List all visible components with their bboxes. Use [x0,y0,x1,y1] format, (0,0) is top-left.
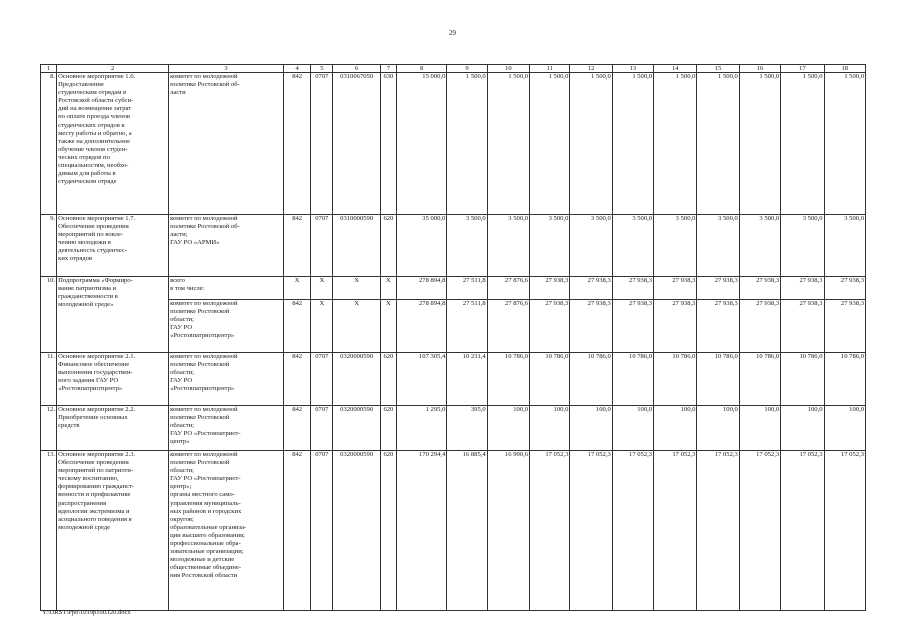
year-amount: 3 500,0 [781,215,824,277]
year-amount: 10 786,0 [697,353,739,406]
page-number: 29 [449,29,456,37]
year-amount: 17 052,3 [570,451,612,611]
year-amount: 17 052,3 [530,451,570,611]
vr-code: 620 [380,406,396,451]
year-amount: 395,0 [447,406,487,451]
year-amount: 17 052,3 [697,451,739,611]
year-amount: 27 938,3 [570,300,612,353]
total-amount: 35 000,0 [396,215,446,277]
year-amount: 27 876,6 [487,300,529,353]
executor: комитет по молодежной политике Ростовской области; ГАУ РО «Ростовпатриот- центр»; органы местного само- управления муниципаль- ных районов и городских округов; образовательные организа- ции высшего образования; профессиональные обра- зовательные организации; молодежные и детские общественные объедине- ния Ростовской области [169,451,284,611]
year-amount: 3 500,0 [739,215,780,277]
csr-code: 0310000590 [333,215,380,277]
year-amount: 3 500,0 [612,215,653,277]
year-amount: 3 500,0 [447,215,487,277]
column-number: 3 [169,65,284,73]
row-number: 13. [41,451,57,611]
vr-code: 630 [380,73,396,215]
row-number: 11. [41,353,57,406]
column-number: 11 [530,65,570,73]
grbs-code: 842 [284,215,311,277]
year-amount: 27 938,3 [824,277,865,300]
column-number: 18 [824,65,865,73]
column-number: 13 [612,65,653,73]
year-amount: 27 938,3 [530,277,570,300]
table-row [41,406,866,451]
year-amount: 1 500,0 [824,73,865,215]
year-amount: 3 500,0 [697,215,739,277]
year-amount: 27 938,3 [697,277,739,300]
csr-code: X [333,300,380,353]
year-amount: 1 500,0 [487,73,529,215]
year-amount: 10 786,0 [570,353,612,406]
year-amount: 100,0 [487,406,529,451]
grbs-code: 842 [284,406,311,451]
executor: комитет по молодежной политике Ростовской области; ГАУ РО «Ростовпатриотцентр» [169,353,284,406]
csr-code: 0310067050 [333,73,380,215]
activity-name: Основное мероприятие 2.1. Финансовое обеспечение выполнения государствен- ного задания ГАУ РО «Ростовпатриотцентр» [57,353,169,406]
executor: комитет по молодежной политике Ростовской области; ГАУ РО «Ростовпатриотцентр» [169,300,284,353]
executor: всего в том числе: [169,277,284,300]
year-amount: 17 052,3 [781,451,824,611]
year-amount: 3 500,0 [654,215,697,277]
year-amount: 27 938,3 [654,277,697,300]
column-number: 1 [41,65,57,73]
year-amount: 27 938,3 [824,300,865,353]
year-amount: 27 938,3 [570,277,612,300]
row-number: 8. [41,73,57,215]
year-amount: 27 938,3 [654,300,697,353]
rzpr-code: X [311,277,333,300]
year-amount: 27 938,3 [612,277,653,300]
column-number: 9 [447,65,487,73]
year-amount: 17 052,3 [654,451,697,611]
row-number: 10. [41,277,57,353]
column-number: 14 [654,65,697,73]
rzpr-code: 0707 [311,73,333,215]
year-amount: 27 938,3 [781,300,824,353]
grbs-code: 842 [284,73,311,215]
csr-code: 0320000590 [333,451,380,611]
year-amount: 1 500,0 [612,73,653,215]
executor: комитет по молодежной политике Ростовской об- ласти; ГАУ РО «АРМИ» [169,215,284,277]
year-amount: 16 990,6 [487,451,529,611]
grbs-code: 842 [284,451,311,611]
year-amount: 100,0 [530,406,570,451]
year-amount: 17 052,3 [612,451,653,611]
rzpr-code: 0707 [311,451,333,611]
executor: комитет по молодежной политике Ростовской области; ГАУ РО «Ростовпатриот- центр» [169,406,284,451]
year-amount: 100,0 [739,406,780,451]
grbs-code: X [284,277,311,300]
year-amount: 10 786,0 [530,353,570,406]
year-amount: 1 500,0 [739,73,780,215]
year-amount: 1 500,0 [530,73,570,215]
year-amount: 100,0 [654,406,697,451]
column-number: 6 [333,65,380,73]
year-amount: 1 500,0 [570,73,612,215]
table-row [41,215,866,277]
row-number: 12. [41,406,57,451]
year-amount: 1 500,0 [447,73,487,215]
rzpr-code: 0707 [311,406,333,451]
year-amount: 10 231,4 [447,353,487,406]
column-number: 15 [697,65,739,73]
year-amount: 27 876,6 [487,277,529,300]
year-amount: 3 500,0 [570,215,612,277]
csr-code: 0320000590 [333,353,380,406]
table-row [41,451,866,611]
column-number: 12 [570,65,612,73]
year-amount: 27 938,3 [781,277,824,300]
vr-code: X [380,277,396,300]
table-row [41,73,866,215]
row-number: 9. [41,215,57,277]
rzpr-code: X [311,300,333,353]
year-amount: 27 938,3 [530,300,570,353]
year-amount: 1 500,0 [781,73,824,215]
total-amount: 278 894,8 [396,277,446,300]
table-row [41,353,866,406]
column-number: 8 [396,65,446,73]
vr-code: 620 [380,215,396,277]
vr-code: X [380,300,396,353]
year-amount: 100,0 [570,406,612,451]
year-amount: 10 786,0 [612,353,653,406]
rzpr-code: 0707 [311,353,333,406]
year-amount: 17 052,3 [739,451,780,611]
column-number: 2 [57,65,169,73]
year-amount: 10 786,0 [739,353,780,406]
year-amount: 10 786,0 [487,353,529,406]
total-amount: 15 000,0 [396,73,446,215]
year-amount: 10 786,0 [824,353,865,406]
vr-code: 620 [380,353,396,406]
activity-name: Основное мероприятие 1.6. Предоставление студенческим отрядам в Ростовской области субси- дий на возмещение затрат по оплате проезда членов студенческих отрядов к месту работы и обратно, а также на дополнительное обучение членов студен- ческих отрядов по специальностям, необхо- димым для работы в студенческом отряде [57,73,169,215]
column-number: 5 [311,65,333,73]
total-amount: 278 894,8 [396,300,446,353]
column-number: 7 [380,65,396,73]
year-amount: 17 052,3 [824,451,865,611]
year-amount: 10 786,0 [654,353,697,406]
year-amount: 100,0 [781,406,824,451]
year-amount: 10 786,0 [781,353,824,406]
year-amount: 3 500,0 [530,215,570,277]
year-amount: 27 511,8 [447,277,487,300]
activity-name: Подпрограмма «Формиро- вание патриотизма и гражданственности в молодежной среде» [57,277,169,353]
activity-name: Основное мероприятие 2.2. Приобретение основных средств [57,406,169,451]
budget-table [40,64,866,611]
vr-code: 620 [380,451,396,611]
year-amount: 100,0 [612,406,653,451]
executor: комитет по молодежной политике Ростовской об- ласти [169,73,284,215]
year-amount: 27 938,3 [697,300,739,353]
year-amount: 3 500,0 [824,215,865,277]
column-number: 10 [487,65,529,73]
year-amount: 1 500,0 [697,73,739,215]
total-amount: 1 295,0 [396,406,446,451]
year-amount: 27 938,3 [612,300,653,353]
year-amount: 100,0 [697,406,739,451]
year-amount: 27 938,3 [739,277,780,300]
year-amount: 27 511,8 [447,300,487,353]
activity-name: Основное мероприятие 1.7. Обеспечение проведения мероприятий по вовле- чению молодежи в деятельность студенчес- ких отрядов [57,215,169,277]
total-amount: 107 305,4 [396,353,446,406]
grbs-code: 842 [284,353,311,406]
column-number: 16 [739,65,780,73]
column-number: 4 [284,65,311,73]
year-amount: 1 500,0 [654,73,697,215]
activity-name: Основное мероприятие 2.3. Обеспечение проведения мероприятий по патриоти- ческому воспитанию, формированию гражданст- венности и профилактике распространения идеологии экстремизма и асоциального поведения в молодежной среде [57,451,169,611]
csr-code: 0320000590 [333,406,380,451]
document-file-path: Y:\ORST\Ppo\1019p100.f20.docx [42,609,131,616]
rzpr-code: 0707 [311,215,333,277]
column-number-row [41,65,866,73]
year-amount: 16 885,4 [447,451,487,611]
csr-code: X [333,277,380,300]
year-amount: 27 938,3 [739,300,780,353]
year-amount: 100,0 [824,406,865,451]
column-number: 17 [781,65,824,73]
year-amount: 3 500,0 [487,215,529,277]
grbs-code: 842 [284,300,311,353]
table-row [41,277,866,300]
total-amount: 170 294,4 [396,451,446,611]
